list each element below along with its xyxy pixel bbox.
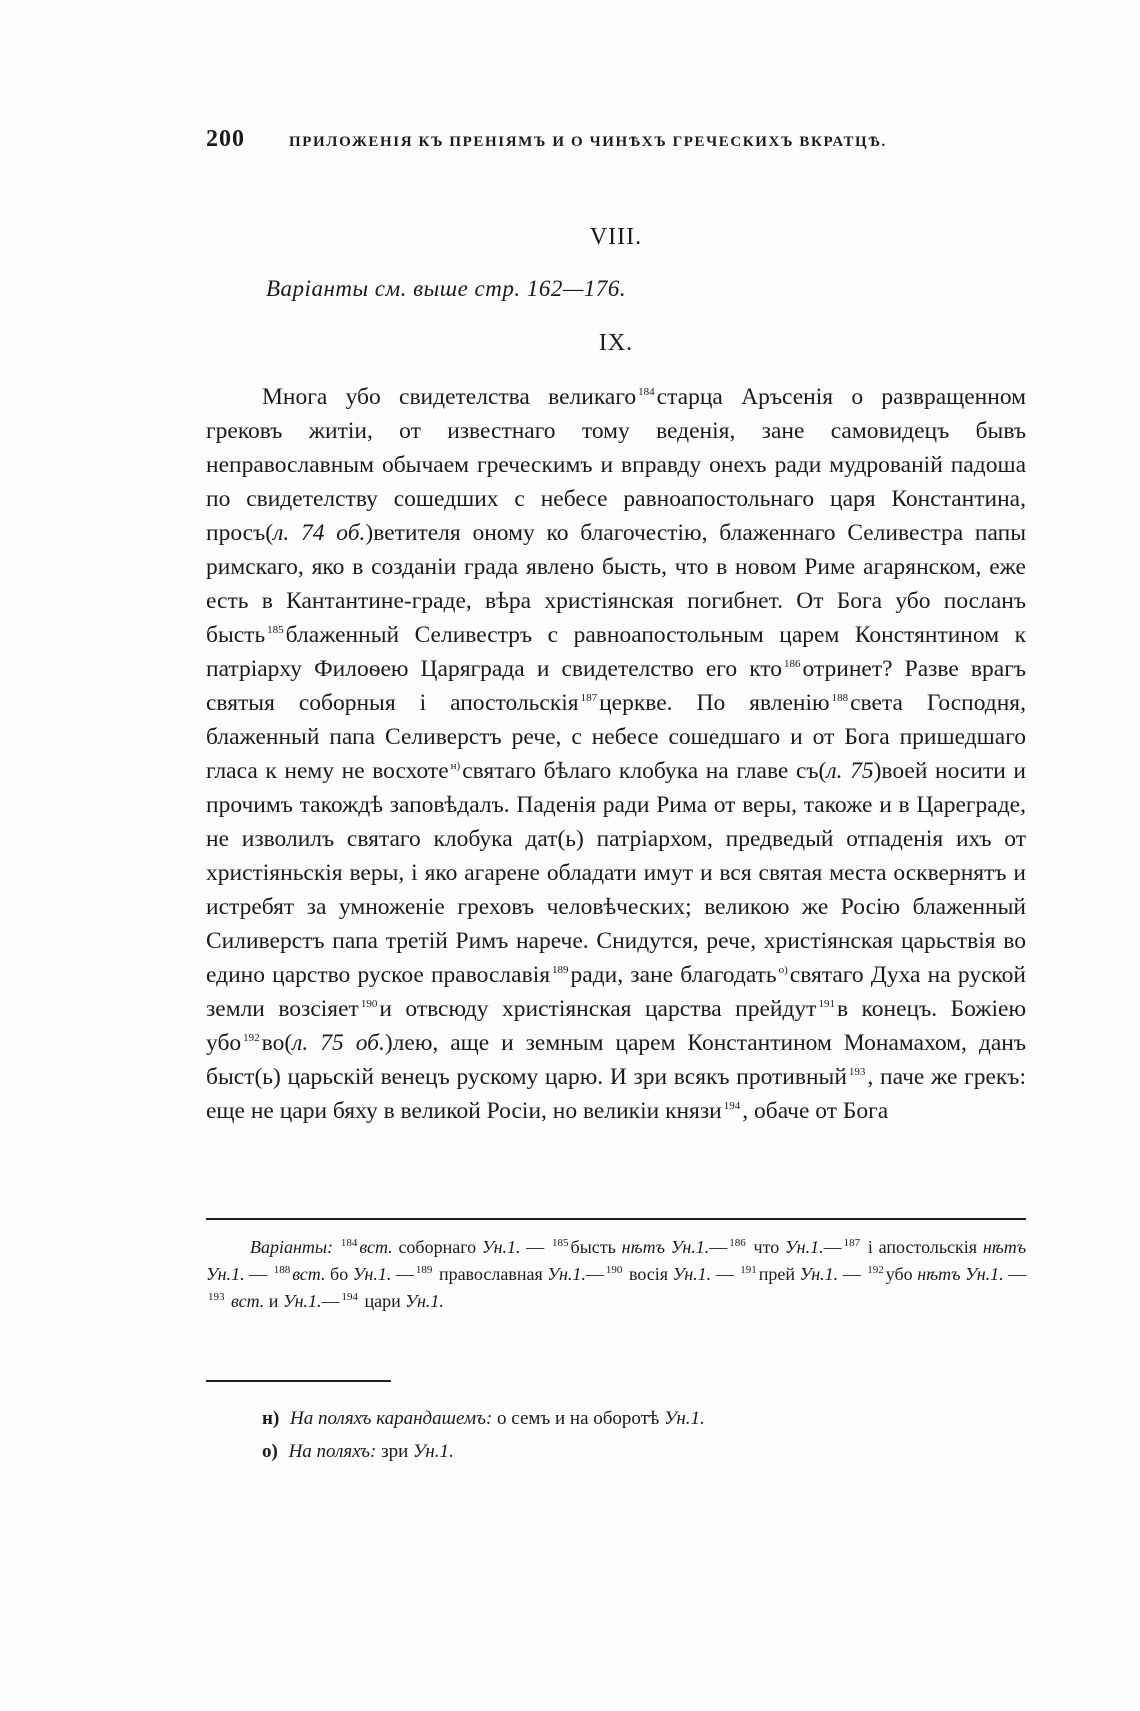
manuscript-siglum: Ун.1. [413,1441,454,1462]
apparatus-ref: 184 [340,1237,358,1249]
page-number: 200 [206,126,245,152]
apparatus-label: Варіанты: [250,1237,334,1257]
apparatus-entry: нѣтъ [917,1264,961,1284]
manuscript-siglum: Ун.1. [785,1237,824,1257]
text-run: света Господня, блаженный папа Селиверстъ рече, с небесе сошедшаго и от Бога пришедшаго гласа к нему не восхоте [206,690,1026,784]
footnote-mark: н) [262,1408,280,1429]
variant-ref: 193 [848,1066,866,1079]
apparatus-entry: вст. [231,1291,265,1311]
text-run: , паче же грекъ: еще не цари бяху в великой Росіи, но великіи князи [206,1064,1026,1124]
text-run: ради, зане благодать [570,962,777,988]
apparatus-entry: цари [364,1291,401,1311]
footnotes [262,1402,1022,1468]
apparatus-ref: 185 [552,1237,569,1249]
text-run: )воей носити и прочимъ такождѣ заповѣдалъ. Паденія ради Рима от веры, такоже и в Цареграде, не изволилъ святаго клобука дат(ь) патріархом, предведый отпаденія ихъ от христіяньскія веры, і яко агарене обладати имут и вся святая места осквернятъ и истребят за умноженіе греховъ человѣческих; великою же Росію блаженный Силиверстъ папа третій Римъ нарече. Снидутся, рече, христіянская царьствія во едино царство руское православія [206,758,1026,988]
text-run: старца Аръсенія о развращенном грековъ житіи, от известнаго тому веденія, зане самовидецъ бывъ неправославным обычаем греческимъ и вправду онехъ ради мудрованій падоша по свидетелству сошедших с небесе равноапостольнаго царя Константина, просъ( [206,384,1026,546]
footnote-mark: о) [262,1441,278,1462]
apparatus-entry: вст. [292,1264,326,1284]
apparatus-ref: 188 [273,1264,291,1276]
folio-mark: л. 75 [826,758,874,784]
apparatus-entry: восія [628,1264,669,1284]
manuscript-siglum: Ун.1. [799,1264,839,1284]
text-run: блаженный Селивестръ с равноапостольным царем Констянтином к патріарху Филоѳею Царяграда и свидетелство его кто [206,622,1026,682]
footnote-ref: н) [450,760,461,773]
manuscript-siglum: Ун.1. [664,1408,705,1429]
text-run: в конецъ. Божіею убо [206,996,1027,1056]
text-run: Многа убо свидетелства великаго [262,384,637,410]
text-run: , обаче от Бога [742,1098,889,1124]
apparatus-entry: православная [438,1264,543,1284]
apparatus-ref: 186 [729,1237,746,1249]
dash: — [395,1264,414,1284]
footnote-ref: о) [778,964,788,977]
folio-mark: л. 74 об. [273,520,366,546]
variant-ref: 186 [784,658,801,671]
variant-ref: 185 [267,624,284,637]
folio-mark: л. 75 об. [292,1030,385,1056]
dash: — [585,1264,604,1284]
text-run: во( [261,1030,293,1056]
variant-ref: 190 [360,998,378,1011]
text-run: )ветителя оному ко благочестію, блаженнаго Селивестра папы римскаго, яко в созданіи града явлено бысть, что в новом Риме агарянском, еже есть в Кантантине-граде, вѣра христіянская погибнет. От Бога убо посланъ бысть [206,520,1026,648]
apparatus-entry: вст. [359,1237,393,1257]
apparatus-entry: нѣтъ [982,1237,1027,1257]
footnote-italic: На поляхъ: [288,1441,377,1462]
dash: — [321,1291,340,1311]
apparatus-ref: 189 [415,1264,433,1276]
manuscript-siglum: Ун.1. [352,1264,392,1284]
apparatus-ref: 187 [843,1237,861,1249]
apparatus-ref: 194 [341,1291,359,1303]
footnote [262,1435,1022,1468]
footnote-text: о семъ и на оборотѣ [497,1408,660,1429]
footnote [262,1402,1022,1435]
variant-ref: 191 [818,998,835,1011]
section-viii-heading: VIII. [589,224,643,250]
text-run: и отвсюду христіянская царства прейдут [379,996,817,1022]
dash: — [823,1237,842,1257]
dash: — [842,1264,861,1284]
apparatus-ref: 192 [867,1264,884,1276]
manuscript-siglum: Ун.1. [965,1264,1004,1284]
dash: — [709,1237,728,1257]
section-ix-heading: IX. [598,330,634,356]
variant-ref: 187 [580,692,598,705]
apparatus-entry: бысть [570,1237,616,1257]
manuscript-siglum: Ун.1. [670,1237,710,1257]
text-run: отринет? Разве врагъ святыя соборныя і апостольскія [206,656,1026,716]
variant-ref: 188 [831,692,849,705]
dash: — [526,1237,545,1257]
variant-apparatus [206,1234,1026,1315]
running-title: ПРИЛОЖЕНІЯ КЪ ПРЕНІЯМЪ И О ЧИНѢХЪ ГРЕЧЕСКИХЪ ВКРАТЦѢ. [289,134,887,150]
apparatus-entry: и [268,1291,279,1311]
text-run: святаго бѣлаго клобука на главе съ( [462,758,827,784]
apparatus-entry: нѣтъ [621,1237,665,1257]
apparatus-paragraph [206,1234,1026,1315]
footnote-divider [206,1380,391,1382]
apparatus-divider [206,1218,1026,1220]
manuscript-siglum: Ун.1. [481,1237,521,1257]
apparatus-ref: 190 [605,1264,623,1276]
text-run: святаго Духа на руской земли возсіяет [206,962,1026,1022]
text-run: церкве. По явленію [599,690,830,716]
variant-ref: 194 [723,1100,741,1113]
section-viii-variants-note: Варіанты см. выше стр. 162—176. [266,276,627,301]
page-header [206,126,1026,153]
footnote-italic: На поляхъ карандашемъ: [290,1408,493,1429]
text-run: )лею, аще и земным царем Константином Монамахом, данъ быст(ь) царьскій венецъ рускому царю. И зри всякъ противный [206,1030,1026,1090]
manuscript-siglum: Ун.1. [672,1264,712,1284]
paragraph [206,380,1026,1128]
variant-ref: 184 [638,386,655,399]
variant-ref: 192 [243,1032,260,1045]
dash: — [715,1264,734,1284]
apparatus-entry: что [753,1237,780,1257]
footnote-text: зри [381,1441,409,1462]
main-text [206,380,1026,1128]
apparatus-ref: 191 [740,1264,757,1276]
manuscript-siglum: Ун.1. [547,1264,586,1284]
dash: — [1008,1264,1027,1284]
manuscript-siglum: Ун.1. [282,1291,322,1311]
manuscript-siglum: Ун.1. [405,1291,444,1311]
apparatus-entry: убо [885,1264,913,1284]
apparatus-entry: соборнаго [398,1237,477,1257]
apparatus-ref: 193 [208,1291,225,1303]
variant-ref: 189 [552,964,569,977]
apparatus-entry: бо [330,1264,349,1284]
apparatus-entry: і апостольскія [867,1237,978,1257]
dash: — [249,1264,268,1284]
apparatus-entry: прей [758,1264,796,1284]
manuscript-siglum: Ун.1. [206,1264,245,1284]
